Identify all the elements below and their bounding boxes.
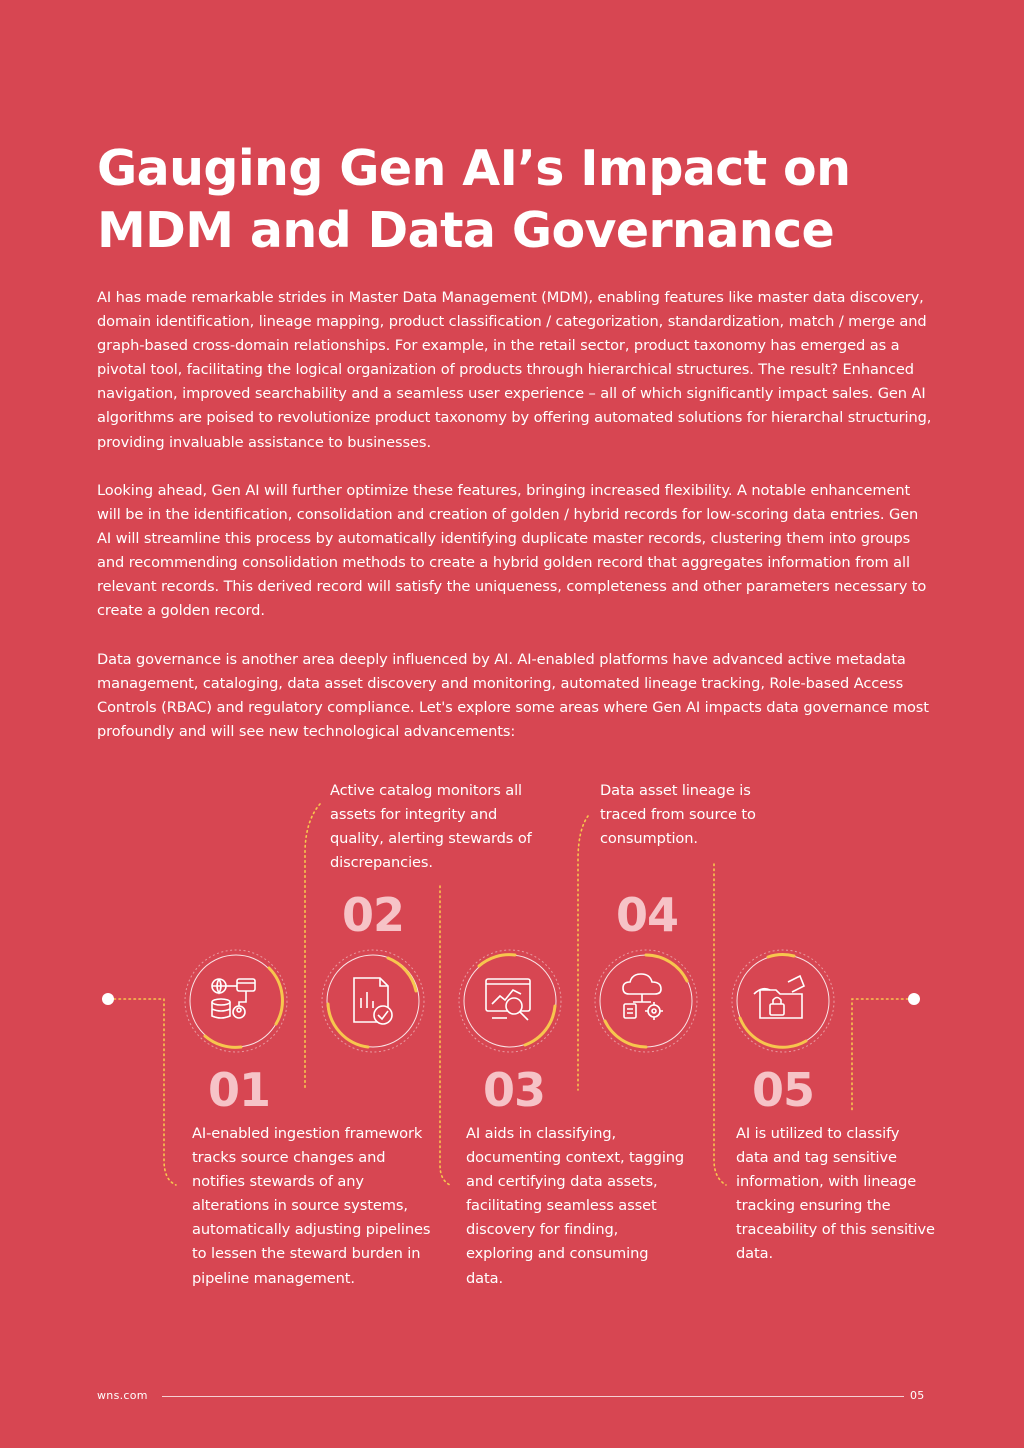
step-02-icon-ring: [318, 946, 428, 1056]
step-05-text: AI is utilized to classify data and tag sensitive information, with lineage tracking ensuring the traceability of this sensitive data.: [736, 1125, 935, 1263]
step-01-text: AI-enabled ingestion framework tracks source changes and notifies stewards of any alterations in source systems, automatically adjusting pipelines to lessen the steward burden in pipeline management.: [192, 1125, 431, 1287]
secure-folder-icon: [754, 976, 804, 1018]
step-02-number: 02: [342, 888, 405, 942]
step-05-number: 05: [752, 1063, 815, 1117]
governance-timeline: [0, 760, 1024, 1340]
paragraph-golden-records: Looking ahead, Gen AI will further optimize these features, bringing increased flexibility. A notable enhancement will be in the identification, consolidation and creation of golden / hybrid records for low-scoring data entries. Gen AI will streamline this process by automatically identifying duplicate master records, clustering them into groups and recommending consolidation methods to create a hybrid golden record that aggregates information from all relevant records. This derived record will satisfy the uniqueness, completeness and other parameters necessary to create a golden record.: [97, 482, 927, 620]
footer-site: wns.com: [97, 1389, 148, 1402]
step-02-text: Active catalog monitors all assets for integrity and quality, alerting stewards of discrepancies.: [330, 782, 532, 872]
step-04-number: 04: [616, 888, 679, 942]
step-03-number: 03: [483, 1063, 546, 1117]
step-03-icon-ring: [455, 946, 565, 1056]
page-title: [97, 138, 957, 262]
step-01-icon-ring: [181, 946, 291, 1056]
database-network-icon: [212, 979, 255, 1018]
timeline-end-dot: [908, 993, 920, 1005]
timeline-start-dot: [102, 993, 114, 1005]
step-04-icon-ring: [591, 946, 701, 1056]
paragraph-data-governance: Data governance is another area deeply influenced by AI. AI-enabled platforms have advanced active metadata management, cataloging, data asset discovery and monitoring, automated lineage tracking, Role-based Access Controls (RBAC) and regulatory compliance. Let's explore some areas where Gen AI impacts data governance most profoundly and will see new technological advancements:: [97, 651, 929, 741]
step-03-text: AI aids in classifying, documenting context, tagging and certifying data assets, facilitating seamless asset discovery for finding, exploring and consuming data.: [466, 1125, 685, 1287]
title-line-2: MDM and Data Governance: [97, 202, 835, 259]
footer-page-number: 05: [910, 1389, 925, 1402]
step-04-text: Data asset lineage is traced from source to consumption.: [600, 782, 756, 848]
cloud-lineage-icon: [623, 974, 663, 1020]
title-line-1: Gauging Gen AI’s Impact on: [97, 140, 851, 197]
report-check-icon: [354, 978, 392, 1024]
analytics-search-icon: [486, 979, 530, 1020]
paragraph-mdm: AI has made remarkable strides in Master Data Management (MDM), enabling features like master data discovery, domain identification, lineage mapping, product classification / categorization, standardization, match / merge and graph-based cross-domain relationships. For example, in the retail sector, product taxonomy has emerged as a pivotal tool, facilitating the logical organization of products through hierarchical structures. The result? Enhanced navigation, improved searchability and a seamless user experience – all of which significantly impact sales. Gen AI algorithms are poised to revolutionize product taxonomy by offering automated solutions for hierarchal structuring, providing invaluable assistance to businesses.: [97, 289, 932, 451]
step-01-number: 01: [208, 1063, 271, 1117]
footer-divider: [162, 1396, 904, 1397]
step-05-icon-ring: [728, 946, 838, 1056]
